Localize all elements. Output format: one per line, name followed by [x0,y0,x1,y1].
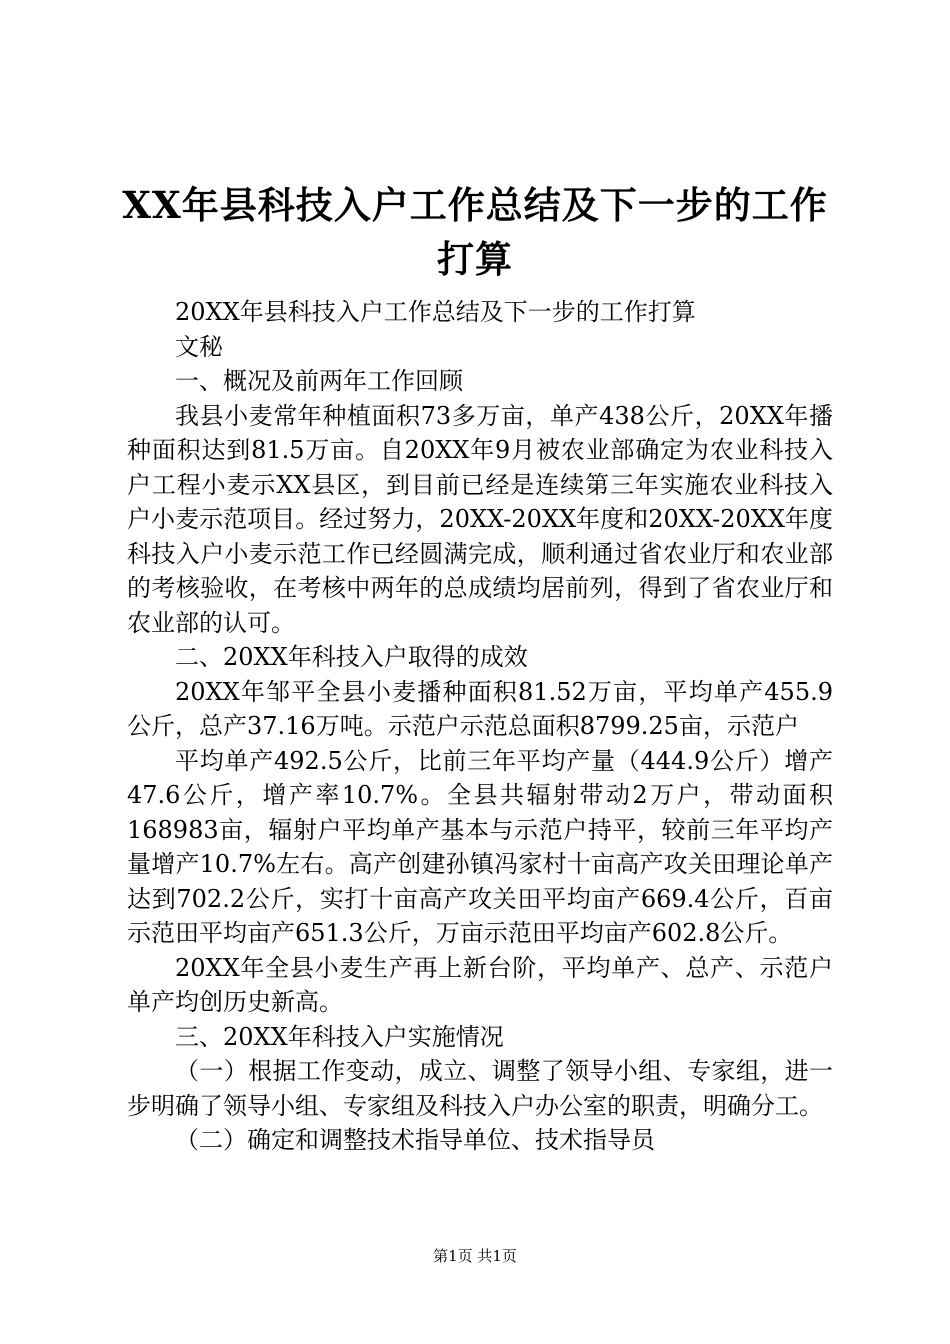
section-heading-2: 二、20XX年科技入户取得的成效 [175,643,528,671]
section-heading-3: 三、20XX年科技入户实施情况 [175,1022,504,1051]
paragraph-category: 文秘 [175,332,223,361]
paragraph-results-1: 20XX年邹平全县小麦播种面积81.52万亩，平均单产455.9公斤，总产37.16万吨。示范户示范总面积8799.25亩，示范户 [127,677,833,740]
paragraph-implementation-1: （一）根据工作变动，成立、调整了领导小组、专家组，进一步明确了领导小组、专家组及科技入户办公室的职责，明确分工。 [127,1057,833,1120]
paragraph-subtitle: 20XX年县科技入户工作总结及下一步的工作打算 [175,298,696,326]
paragraph-results-3: 20XX年全县小麦生产再上新台阶，平均单产、总产、示范户单产均创历史新高。 [127,953,833,1016]
document-title: XX年县科技入户工作总结及下一步的工作打算 [122,183,828,281]
paragraph-implementation-2: （二）确定和调整技术指导单位、技术指导员 [175,1126,655,1154]
page-footer: 第1页 共1页 [433,1247,517,1265]
paragraph-overview: 我县小麦常年种植面积73多万亩，单产438公斤，20XX年播种面积达到81.5万亩。自20XX年9月被农业部确定为农业科技入户工程小麦示XX县区，到目前已经是连续第三年实施农业科技入户小麦示范项目。经过努力，20XX-20XX年度和20XX-20XX年度科技入户小麦示范工作已经圆满完成，顺利通过省农业厅和农业部的考核验收，在考核中两年的总成绩均居前列，得到了省农业厅和农业部的认可。 [127,401,833,637]
document-body [127,295,833,1158]
section-heading-1: 一、概况及前两年工作回顾 [175,367,463,395]
paragraph-results-2: 平均单产492.5公斤，比前三年平均产量（444.9公斤）增产47.6公斤，增产率10.7%。全县共辐射带动2万户，带动面积168983亩，辐射户平均单产基本与示范户持平，较前三年平均产量增产10.7%左右。高产创建孙镇冯家村十亩高产攻关田理论单产达到702.2公斤，实打十亩高产攻关田平均亩产669.4公斤，百亩示范田平均亩产651.3公斤，万亩示范田平均亩产602.8公斤。 [127,746,833,947]
